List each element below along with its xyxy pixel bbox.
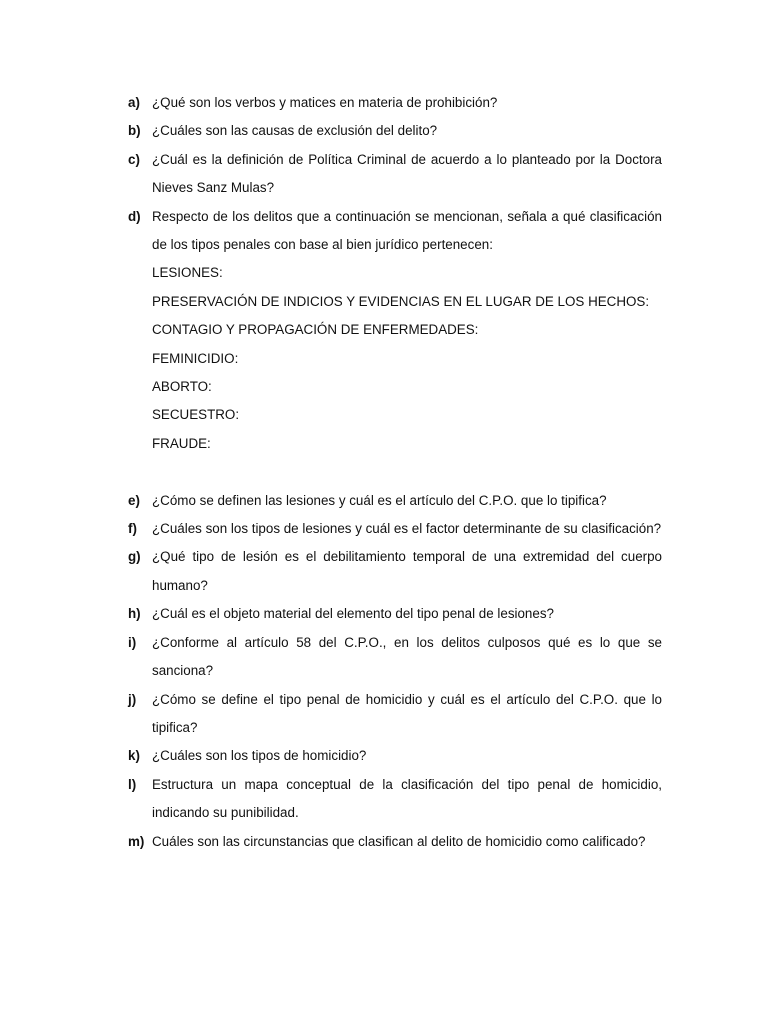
question-text: ¿Cuál es la definición de Política Criminal de acuerdo a lo planteado por la Doctora Nieves Sanz Mulas? bbox=[152, 151, 662, 196]
question-body bbox=[152, 203, 662, 459]
question-i bbox=[128, 629, 662, 686]
question-k bbox=[128, 742, 662, 770]
question-label: f) bbox=[128, 521, 137, 537]
question-label: c) bbox=[128, 151, 140, 167]
question-l bbox=[128, 771, 662, 828]
blank-line bbox=[128, 458, 662, 486]
crime-item-preservacion: PRESERVACIÓN DE INDICIOS Y EVIDENCIAS EN EL LUGAR DE LOS HECHOS: bbox=[152, 293, 650, 309]
question-list bbox=[128, 89, 662, 856]
crime-item-contagio: CONTAGIO Y PROPAGACIÓN DE ENFERMEDADES: bbox=[152, 322, 479, 338]
question-h bbox=[128, 600, 662, 628]
question-text: ¿Qué son los verbos y matices en materia de prohibición? bbox=[152, 95, 498, 110]
question-a bbox=[128, 89, 662, 117]
question-text: ¿Cuáles son las causas de exclusión del delito? bbox=[152, 123, 438, 139]
question-label: l) bbox=[128, 776, 137, 792]
question-text: Respecto de los delitos que a continuación se mencionan, señala a qué clasificación de los tipos penales con base al bien jurídico pertenecen: bbox=[152, 208, 662, 253]
question-label: e) bbox=[128, 492, 140, 508]
question-text: ¿Qué tipo de lesión es el debilitamiento temporal de una extremidad del cuerpo humano? bbox=[152, 549, 662, 593]
question-e bbox=[128, 487, 662, 515]
question-text: Cuáles son las circunstancias que clasifican al delito de homicidio como calificado? bbox=[152, 833, 646, 849]
question-text: ¿Cuáles son los tipos de lesiones y cuál es el factor determinante de su clasificación? bbox=[152, 521, 662, 537]
question-text: ¿Cómo se define el tipo penal de homicidio y cuál es el artículo del C.P.O. que lo tipifica? bbox=[152, 691, 662, 735]
question-label: k) bbox=[128, 748, 140, 764]
question-text: Estructura un mapa conceptual de la clasificación del tipo penal de homicidio, indicando su punibilidad. bbox=[152, 776, 662, 821]
question-text: ¿Conforme al artículo 58 del C.P.O., en los delitos culposos qué es lo que se sanciona? bbox=[152, 634, 662, 679]
question-text: ¿Cómo se definen las lesiones y cuál es el artículo del C.P.O. que lo tipifica? bbox=[152, 492, 607, 508]
question-text: ¿Cuáles son los tipos de homicidio? bbox=[152, 748, 367, 764]
question-label: d) bbox=[128, 208, 141, 224]
question-g bbox=[128, 543, 662, 600]
crime-item-fraude: FRAUDE: bbox=[152, 435, 211, 451]
crime-item-feminicidio: FEMINICIDIO: bbox=[152, 350, 239, 366]
question-label: j) bbox=[128, 691, 137, 707]
question-m bbox=[128, 828, 662, 856]
question-f bbox=[128, 515, 662, 543]
question-label: g) bbox=[128, 549, 141, 565]
question-label: b) bbox=[128, 123, 141, 139]
question-c bbox=[128, 146, 662, 203]
question-j bbox=[128, 686, 662, 743]
question-label: m) bbox=[128, 833, 145, 849]
question-label: a) bbox=[128, 95, 140, 110]
crime-item-secuestro: SECUESTRO: bbox=[152, 407, 240, 423]
question-d bbox=[128, 203, 662, 459]
question-label: h) bbox=[128, 606, 141, 622]
crime-item-lesiones: LESIONES: bbox=[152, 265, 223, 281]
crime-item-aborto: ABORTO: bbox=[152, 379, 212, 395]
question-text: ¿Cuál es el objeto material del elemento del tipo penal de lesiones? bbox=[152, 606, 554, 622]
question-label: i) bbox=[128, 634, 137, 650]
question-b bbox=[128, 117, 662, 145]
